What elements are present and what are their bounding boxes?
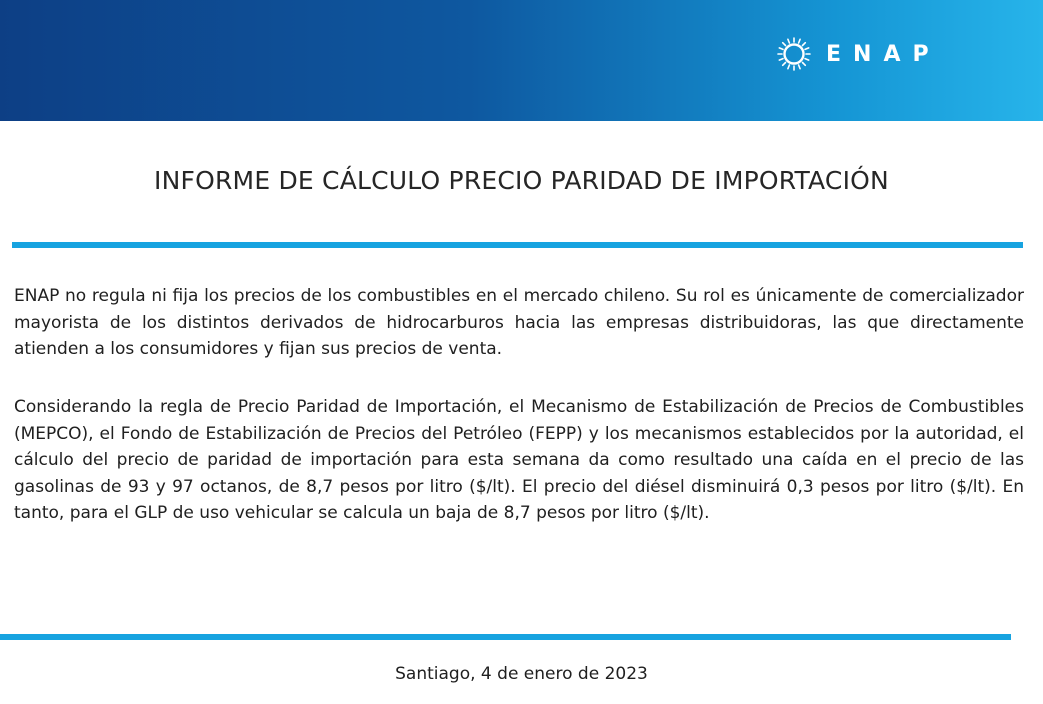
enap-sun-ring-icon xyxy=(776,36,812,72)
divider-top xyxy=(12,242,1023,248)
paragraph-role: ENAP no regula ni fija los precios de los combustibles en el mercado chileno. Su rol es únicamente de comercializador mayorista de los distintos derivados de hidrocarburos hacia las empresas distribuidoras, las que directamente atienden a los consumidores y fijan sus precios de venta. xyxy=(14,286,1024,359)
date-line: Santiago, 4 de enero de 2023 xyxy=(395,664,648,684)
brand-name: ENAP xyxy=(826,41,941,67)
header-banner xyxy=(0,0,1043,121)
paragraph-price-calculation: Considerando la regla de Precio Paridad de Importación, el Mecanismo de Estabilización de Precios de Combustibles (MEPCO), el Fondo de Estabilización de Precios del Petróleo (FEPP) y los mecanismos establecidos por la autoridad, el cálculo del precio de paridad de importación para esta semana da como resultado una caída en el precio de las gasolinas de 93 y 97 octanos, de 8,7 pesos por litro ($/lt). El precio del diésel disminuirá 0,3 pesos por litro ($/lt). En tanto, para el GLP de uso vehicular se calcula un baja de 8,7 pesos por litro ($/lt). xyxy=(14,397,1024,523)
divider-bottom xyxy=(0,634,1011,640)
document-title: INFORME DE CÁLCULO PRECIO PARIDAD DE IMPORTACIÓN xyxy=(154,166,889,195)
enap-logo xyxy=(776,34,941,74)
